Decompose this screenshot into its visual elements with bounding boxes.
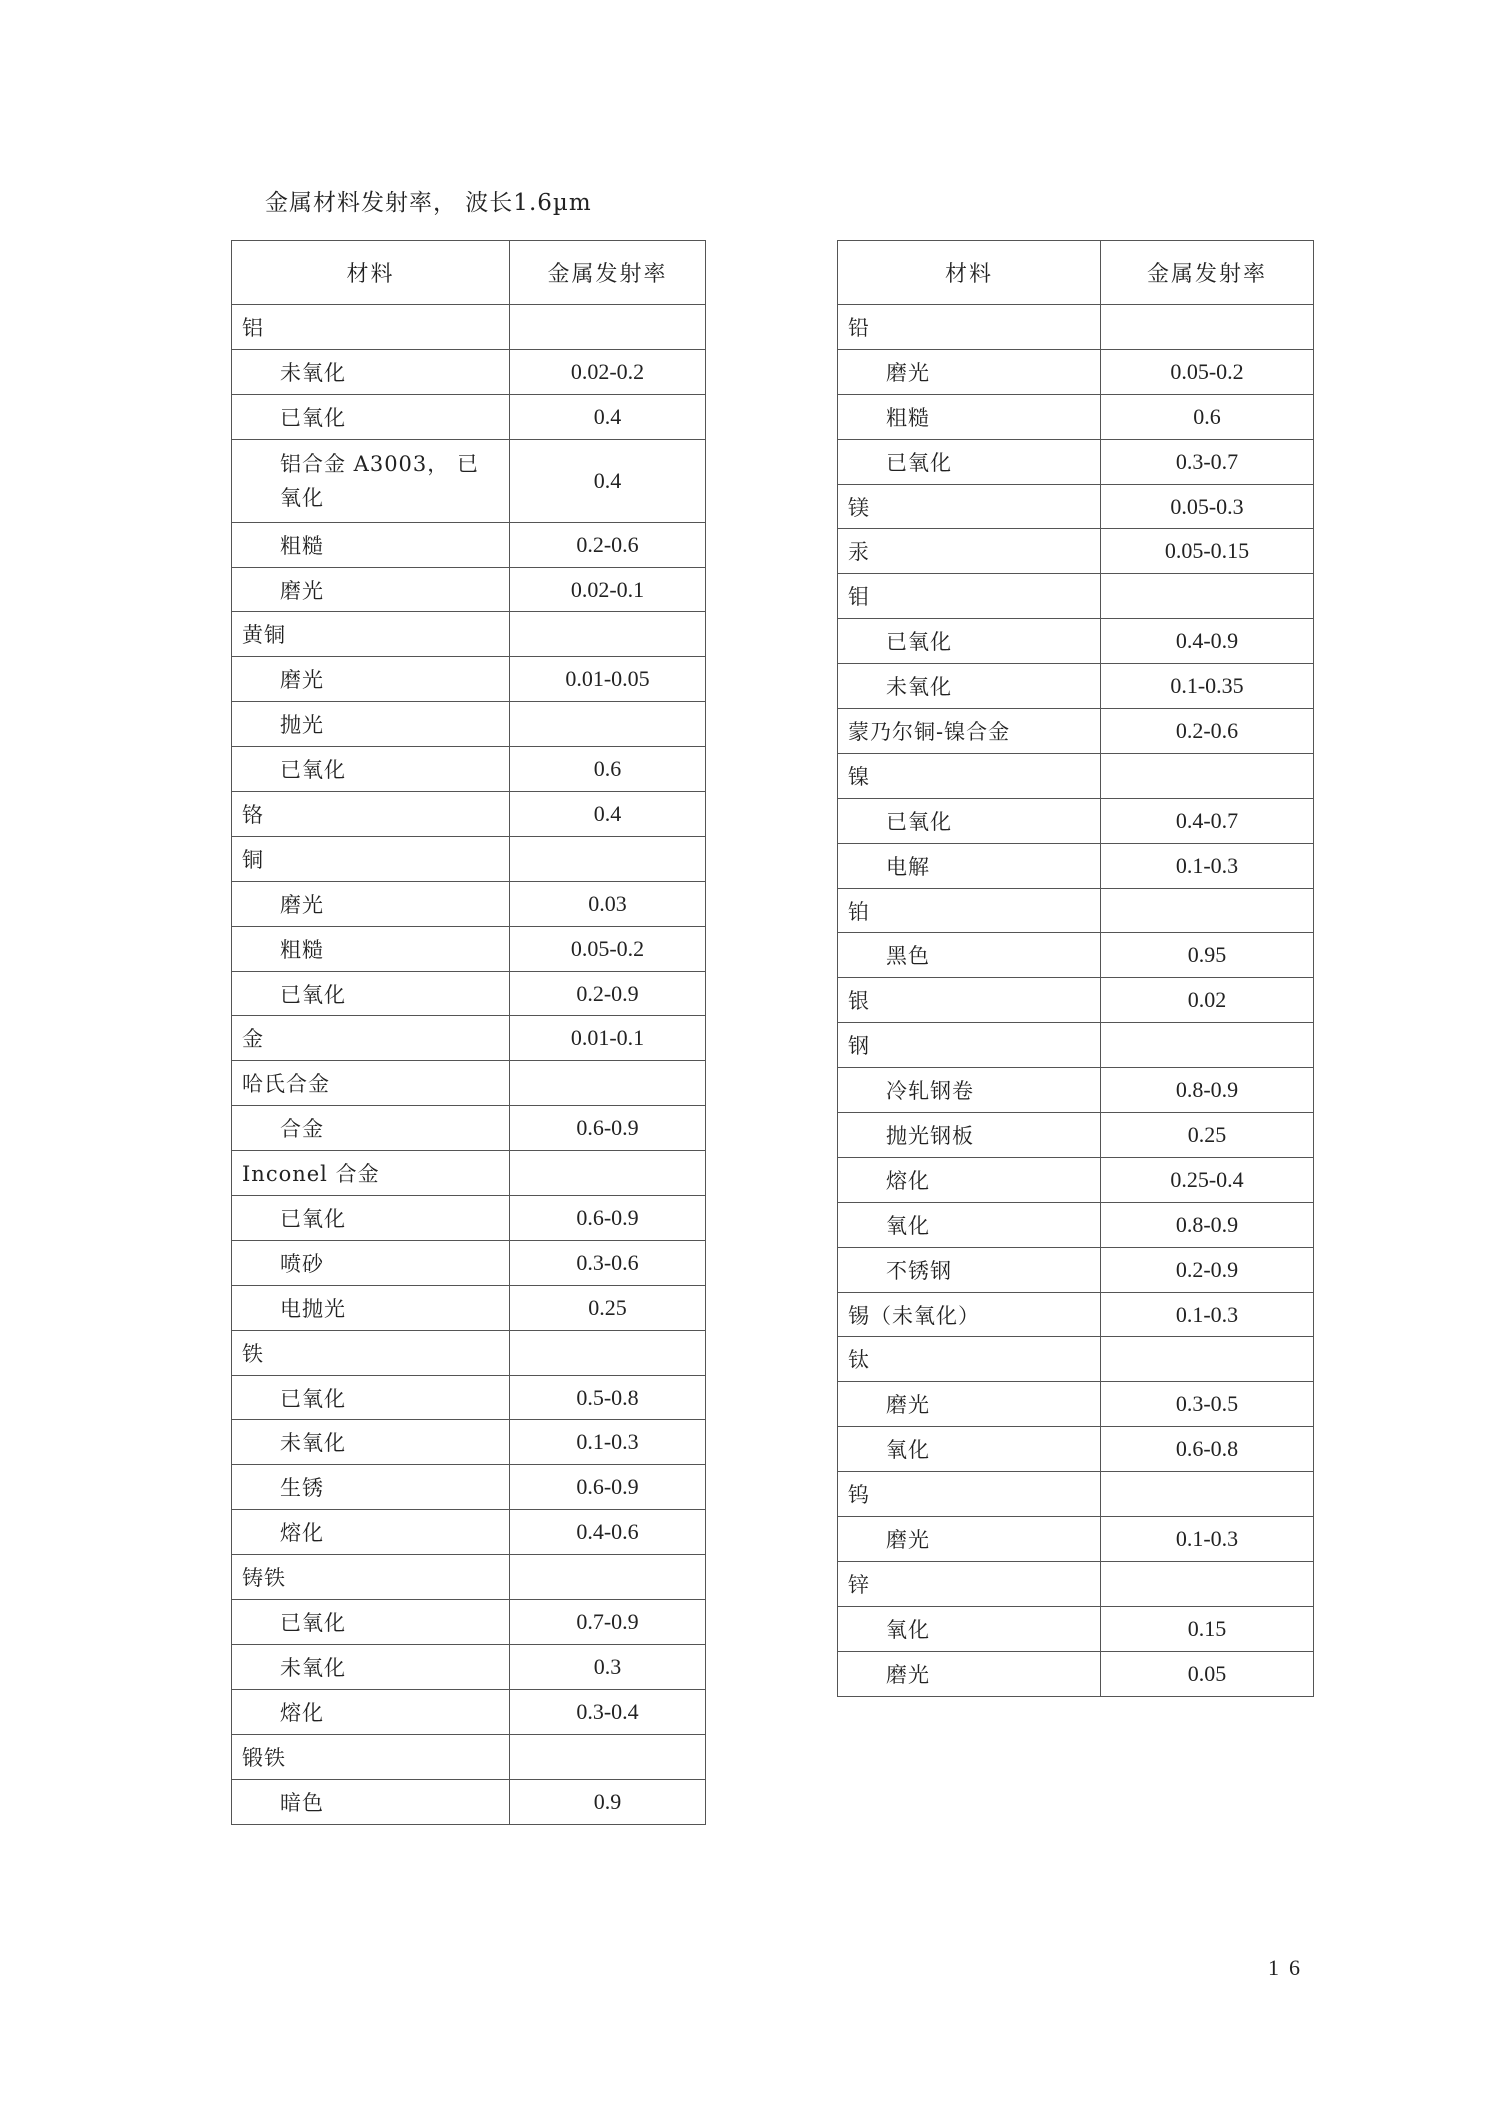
table-body-left <box>232 305 706 1825</box>
emissivity-value: 0.6-0.8 <box>1101 1427 1314 1472</box>
material-subtype: 磨光 <box>838 1517 1101 1562</box>
emissivity-value: 0.3-0.4 <box>510 1689 706 1734</box>
material-subtype: 不锈钢 <box>838 1247 1101 1292</box>
material-subtype: 熔化 <box>232 1689 510 1734</box>
emissivity-value: 0.03 <box>510 881 706 926</box>
material-name: 汞 <box>838 529 1101 574</box>
material-subtype: 已氧化 <box>838 439 1101 484</box>
material-subtype: 熔化 <box>838 1157 1101 1202</box>
emissivity-value <box>1101 574 1314 619</box>
emissivity-value: 0.3-0.6 <box>510 1240 706 1285</box>
emissivity-table-left <box>231 240 706 1825</box>
emissivity-value: 0.05-0.2 <box>510 926 706 971</box>
material-name: Inconel 合金 <box>232 1151 510 1196</box>
table-row <box>838 709 1314 754</box>
emissivity-value: 0.05-0.2 <box>1101 349 1314 394</box>
emissivity-value <box>1101 888 1314 933</box>
material-subtype: 磨光 <box>232 881 510 926</box>
material-name: 镁 <box>838 484 1101 529</box>
table-body-right <box>838 305 1314 1697</box>
table-row <box>232 1330 706 1375</box>
material-name: 铬 <box>232 792 510 837</box>
material-subtype: 已氧化 <box>838 798 1101 843</box>
emissivity-value: 0.01-0.05 <box>510 657 706 702</box>
table-row <box>838 1382 1314 1427</box>
emissivity-value: 0.9 <box>510 1779 706 1824</box>
table-row <box>838 619 1314 664</box>
table-row <box>232 612 706 657</box>
table-row <box>838 1247 1314 1292</box>
emissivity-value: 0.1-0.3 <box>510 1420 706 1465</box>
emissivity-value: 0.1-0.3 <box>1101 1292 1314 1337</box>
table-row <box>232 522 706 567</box>
table-row <box>232 394 706 439</box>
header-row <box>232 241 706 305</box>
table-row <box>232 1420 706 1465</box>
table-row <box>232 1510 706 1555</box>
emissivity-value: 0.02-0.2 <box>510 349 706 394</box>
material-subtype: 熔化 <box>232 1510 510 1555</box>
material-subtype: 抛光钢板 <box>838 1113 1101 1158</box>
table-row <box>838 305 1314 350</box>
emissivity-value: 0.4 <box>510 439 706 522</box>
material-subtype: 已氧化 <box>232 394 510 439</box>
table-row <box>232 702 706 747</box>
material-subtype: 已氧化 <box>232 1375 510 1420</box>
table-row <box>232 792 706 837</box>
table-row <box>232 305 706 350</box>
material-subtype: 粗糙 <box>838 394 1101 439</box>
table-row <box>838 1427 1314 1472</box>
table-row <box>232 349 706 394</box>
emissivity-value: 0.6 <box>510 747 706 792</box>
table-row <box>838 1472 1314 1517</box>
material-name: 铁 <box>232 1330 510 1375</box>
header-material: 材料 <box>232 241 510 305</box>
material-name: 哈氏合金 <box>232 1061 510 1106</box>
emissivity-value <box>510 702 706 747</box>
table-row <box>232 1106 706 1151</box>
emissivity-value <box>510 836 706 881</box>
table-row <box>838 1157 1314 1202</box>
material-subtype: 电抛光 <box>232 1285 510 1330</box>
material-subtype: 冷轧钢卷 <box>838 1068 1101 1113</box>
emissivity-value: 0.3 <box>510 1644 706 1689</box>
material-subtype: 已氧化 <box>232 971 510 1016</box>
table-row <box>838 1023 1314 1068</box>
table-row <box>232 1285 706 1330</box>
table-row <box>232 1375 706 1420</box>
emissivity-value <box>1101 753 1314 798</box>
material-name: 铸铁 <box>232 1555 510 1600</box>
material-subtype: 铝合金 A3003， 已氧化 <box>232 439 510 522</box>
material-name: 铝 <box>232 305 510 350</box>
material-subtype: 氧化 <box>838 1202 1101 1247</box>
emissivity-value <box>1101 1561 1314 1606</box>
emissivity-value: 0.4-0.7 <box>1101 798 1314 843</box>
emissivity-table-right <box>837 240 1314 1697</box>
material-subtype: 粗糙 <box>232 926 510 971</box>
emissivity-value: 0.02 <box>1101 978 1314 1023</box>
emissivity-value: 0.4 <box>510 394 706 439</box>
emissivity-value: 0.1-0.35 <box>1101 664 1314 709</box>
table-row <box>838 349 1314 394</box>
emissivity-value: 0.6 <box>1101 394 1314 439</box>
material-subtype: 磨光 <box>838 349 1101 394</box>
material-subtype: 喷砂 <box>232 1240 510 1285</box>
emissivity-value <box>510 1061 706 1106</box>
table-row <box>838 529 1314 574</box>
material-subtype: 已氧化 <box>232 1600 510 1645</box>
table-row <box>232 1600 706 1645</box>
emissivity-value: 0.2-0.9 <box>1101 1247 1314 1292</box>
table-row <box>838 1068 1314 1113</box>
table-row <box>838 1337 1314 1382</box>
table-row <box>232 1555 706 1600</box>
material-name: 钛 <box>838 1337 1101 1382</box>
table-row <box>838 439 1314 484</box>
table-row <box>838 1561 1314 1606</box>
material-name: 黄铜 <box>232 612 510 657</box>
table-row <box>232 657 706 702</box>
emissivity-value: 0.1-0.3 <box>1101 1517 1314 1562</box>
table-row <box>232 1779 706 1824</box>
table-row <box>232 1734 706 1779</box>
emissivity-value: 0.2-0.6 <box>510 522 706 567</box>
material-subtype: 磨光 <box>232 657 510 702</box>
table-row <box>232 836 706 881</box>
table-row <box>232 1151 706 1196</box>
material-name: 钢 <box>838 1023 1101 1068</box>
table-row <box>232 1465 706 1510</box>
header-emissivity: 金属发射率 <box>1101 241 1314 305</box>
table-row <box>232 567 706 612</box>
material-subtype: 氧化 <box>838 1427 1101 1472</box>
emissivity-value: 0.95 <box>1101 933 1314 978</box>
table-row <box>838 798 1314 843</box>
table-row <box>232 1240 706 1285</box>
table-row <box>232 747 706 792</box>
material-subtype: 抛光 <box>232 702 510 747</box>
table-row <box>838 394 1314 439</box>
emissivity-value: 0.4-0.6 <box>510 1510 706 1555</box>
emissivity-value <box>510 1734 706 1779</box>
material-subtype: 黑色 <box>838 933 1101 978</box>
table-row <box>232 971 706 1016</box>
material-name: 金 <box>232 1016 510 1061</box>
emissivity-value <box>1101 1023 1314 1068</box>
table-row <box>838 1202 1314 1247</box>
emissivity-value: 0.7-0.9 <box>510 1600 706 1645</box>
emissivity-value: 0.2-0.9 <box>510 971 706 1016</box>
material-name: 铂 <box>838 888 1101 933</box>
material-subtype: 生锈 <box>232 1465 510 1510</box>
emissivity-value <box>1101 1337 1314 1382</box>
material-name: 铜 <box>232 836 510 881</box>
table-row <box>838 933 1314 978</box>
emissivity-value: 0.05-0.15 <box>1101 529 1314 574</box>
table-row <box>838 888 1314 933</box>
material-subtype: 已氧化 <box>232 747 510 792</box>
emissivity-value: 0.2-0.6 <box>1101 709 1314 754</box>
emissivity-value: 0.6-0.9 <box>510 1106 706 1151</box>
material-subtype: 磨光 <box>838 1651 1101 1696</box>
table-row <box>232 926 706 971</box>
emissivity-value: 0.4-0.9 <box>1101 619 1314 664</box>
material-name: 镍 <box>838 753 1101 798</box>
emissivity-value: 0.15 <box>1101 1606 1314 1651</box>
material-subtype: 电解 <box>838 843 1101 888</box>
emissivity-value: 0.3-0.5 <box>1101 1382 1314 1427</box>
material-subtype: 合金 <box>232 1106 510 1151</box>
table-caption: 金属材料发射率， 波长1.6µm <box>265 190 592 216</box>
material-name: 钨 <box>838 1472 1101 1517</box>
table-row <box>838 1517 1314 1562</box>
material-name: 锡（未氧化） <box>838 1292 1101 1337</box>
emissivity-value: 0.4 <box>510 792 706 837</box>
table-row <box>838 484 1314 529</box>
material-subtype: 已氧化 <box>232 1196 510 1241</box>
material-subtype: 未氧化 <box>232 349 510 394</box>
material-subtype: 未氧化 <box>838 664 1101 709</box>
emissivity-value <box>1101 1472 1314 1517</box>
emissivity-value: 0.25-0.4 <box>1101 1157 1314 1202</box>
table-row <box>232 1644 706 1689</box>
table-row <box>232 881 706 926</box>
emissivity-value <box>510 612 706 657</box>
table-row <box>838 843 1314 888</box>
emissivity-value <box>1101 305 1314 350</box>
table-row <box>838 753 1314 798</box>
emissivity-value: 0.05-0.3 <box>1101 484 1314 529</box>
material-subtype: 未氧化 <box>232 1644 510 1689</box>
emissivity-value: 0.6-0.9 <box>510 1465 706 1510</box>
header-row <box>838 241 1314 305</box>
material-name: 锻铁 <box>232 1734 510 1779</box>
table-row <box>232 1061 706 1106</box>
emissivity-value: 0.05 <box>1101 1651 1314 1696</box>
material-name: 钼 <box>838 574 1101 619</box>
table-row <box>838 1606 1314 1651</box>
material-name: 蒙乃尔铜-镍合金 <box>838 709 1101 754</box>
header-material: 材料 <box>838 241 1101 305</box>
material-name: 银 <box>838 978 1101 1023</box>
emissivity-value: 0.6-0.9 <box>510 1196 706 1241</box>
emissivity-value: 0.01-0.1 <box>510 1016 706 1061</box>
material-subtype: 磨光 <box>838 1382 1101 1427</box>
emissivity-value: 0.5-0.8 <box>510 1375 706 1420</box>
emissivity-value <box>510 1555 706 1600</box>
table-row <box>838 978 1314 1023</box>
table-row <box>838 574 1314 619</box>
emissivity-value: 0.02-0.1 <box>510 567 706 612</box>
emissivity-value: 0.1-0.3 <box>1101 843 1314 888</box>
material-subtype: 粗糙 <box>232 522 510 567</box>
material-subtype: 暗色 <box>232 1779 510 1824</box>
table-row <box>838 1292 1314 1337</box>
table-row <box>232 1016 706 1061</box>
emissivity-value: 0.25 <box>1101 1113 1314 1158</box>
page-number: 16 <box>1268 1955 1310 1980</box>
header-emissivity: 金属发射率 <box>510 241 706 305</box>
emissivity-value <box>510 1330 706 1375</box>
emissivity-value: 0.25 <box>510 1285 706 1330</box>
table-row <box>838 1651 1314 1696</box>
emissivity-value: 0.3-0.7 <box>1101 439 1314 484</box>
material-name: 铅 <box>838 305 1101 350</box>
emissivity-value <box>510 305 706 350</box>
table-row <box>838 664 1314 709</box>
emissivity-value: 0.8-0.9 <box>1101 1202 1314 1247</box>
table-row <box>232 439 706 522</box>
table-row <box>838 1113 1314 1158</box>
table-row <box>232 1689 706 1734</box>
table-row <box>232 1196 706 1241</box>
material-name: 锌 <box>838 1561 1101 1606</box>
material-subtype: 磨光 <box>232 567 510 612</box>
emissivity-value <box>510 1151 706 1196</box>
emissivity-value: 0.8-0.9 <box>1101 1068 1314 1113</box>
material-subtype: 未氧化 <box>232 1420 510 1465</box>
material-subtype: 已氧化 <box>838 619 1101 664</box>
material-subtype: 氧化 <box>838 1606 1101 1651</box>
